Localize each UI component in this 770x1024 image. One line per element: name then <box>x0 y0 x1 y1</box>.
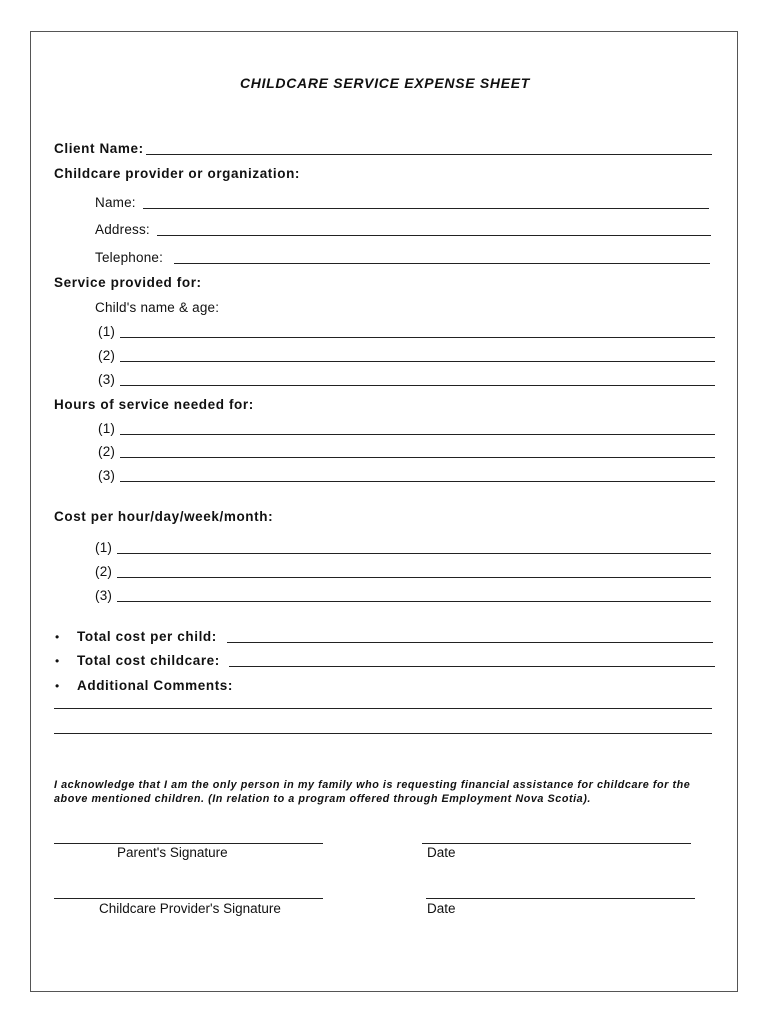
bullet-icon: • <box>55 630 60 644</box>
cost-item-number: (1) <box>95 540 113 555</box>
child-name-age-label: Child's name & age: <box>95 300 220 315</box>
provider-telephone-field[interactable] <box>174 263 710 264</box>
additional-comments-label: Additional Comments: <box>77 678 233 693</box>
cost-field-1[interactable] <box>117 553 711 554</box>
hours-item-number: (1) <box>98 421 116 436</box>
provider-address-field[interactable] <box>157 235 711 236</box>
child-item-number: (1) <box>98 324 116 339</box>
child-field-2[interactable] <box>120 361 715 362</box>
hours-heading: Hours of service needed for: <box>54 397 254 412</box>
hours-field-1[interactable] <box>120 434 715 435</box>
provider-name-field[interactable] <box>143 208 709 209</box>
cost-item-number: (2) <box>95 564 113 579</box>
hours-item-number: (2) <box>98 444 116 459</box>
acknowledgement-text: I acknowledge that I am the only person in my family who is requesting financial assistance for childcare for the above mentioned children. (In relation to a program offered through Employment Nova Scotia). <box>54 779 691 805</box>
parent-signature-label: Parent's Signature <box>117 845 228 860</box>
total-per-child-label: Total cost per child: <box>77 629 217 644</box>
child-field-3[interactable] <box>120 385 715 386</box>
provider-signature-label: Childcare Provider's Signature <box>99 901 281 916</box>
parent-signature-line[interactable] <box>54 843 323 844</box>
child-item-number: (2) <box>98 348 116 363</box>
provider-name-label: Name: <box>95 195 136 210</box>
cost-heading: Cost per hour/day/week/month: <box>54 509 274 524</box>
provider-telephone-label: Telephone: <box>95 250 164 265</box>
provider-signature-line[interactable] <box>54 898 323 899</box>
comments-field-1[interactable] <box>54 708 712 709</box>
total-per-child-field[interactable] <box>227 642 713 643</box>
hours-field-2[interactable] <box>120 457 715 458</box>
comments-field-2[interactable] <box>54 733 712 734</box>
cost-field-2[interactable] <box>117 577 711 578</box>
bullet-icon: • <box>55 654 60 668</box>
child-item-number: (3) <box>98 372 116 387</box>
hours-field-3[interactable] <box>120 481 715 482</box>
hours-item-number: (3) <box>98 468 116 483</box>
parent-date-label: Date <box>427 845 456 860</box>
parent-date-line[interactable] <box>422 843 691 844</box>
child-field-1[interactable] <box>120 337 715 338</box>
provider-address-label: Address: <box>95 222 150 237</box>
provider-date-label: Date <box>427 901 456 916</box>
bullet-icon: • <box>55 679 60 693</box>
client-name-field[interactable] <box>146 154 712 155</box>
total-childcare-label: Total cost childcare: <box>77 653 220 668</box>
service-heading: Service provided for: <box>54 275 202 290</box>
client-name-label: Client Name: <box>54 141 144 156</box>
provider-date-line[interactable] <box>426 898 695 899</box>
page-title: CHILDCARE SERVICE EXPENSE SHEET <box>239 75 531 91</box>
cost-field-3[interactable] <box>117 601 711 602</box>
cost-item-number: (3) <box>95 588 113 603</box>
total-childcare-field[interactable] <box>229 666 715 667</box>
provider-heading: Childcare provider or organization: <box>54 166 301 181</box>
